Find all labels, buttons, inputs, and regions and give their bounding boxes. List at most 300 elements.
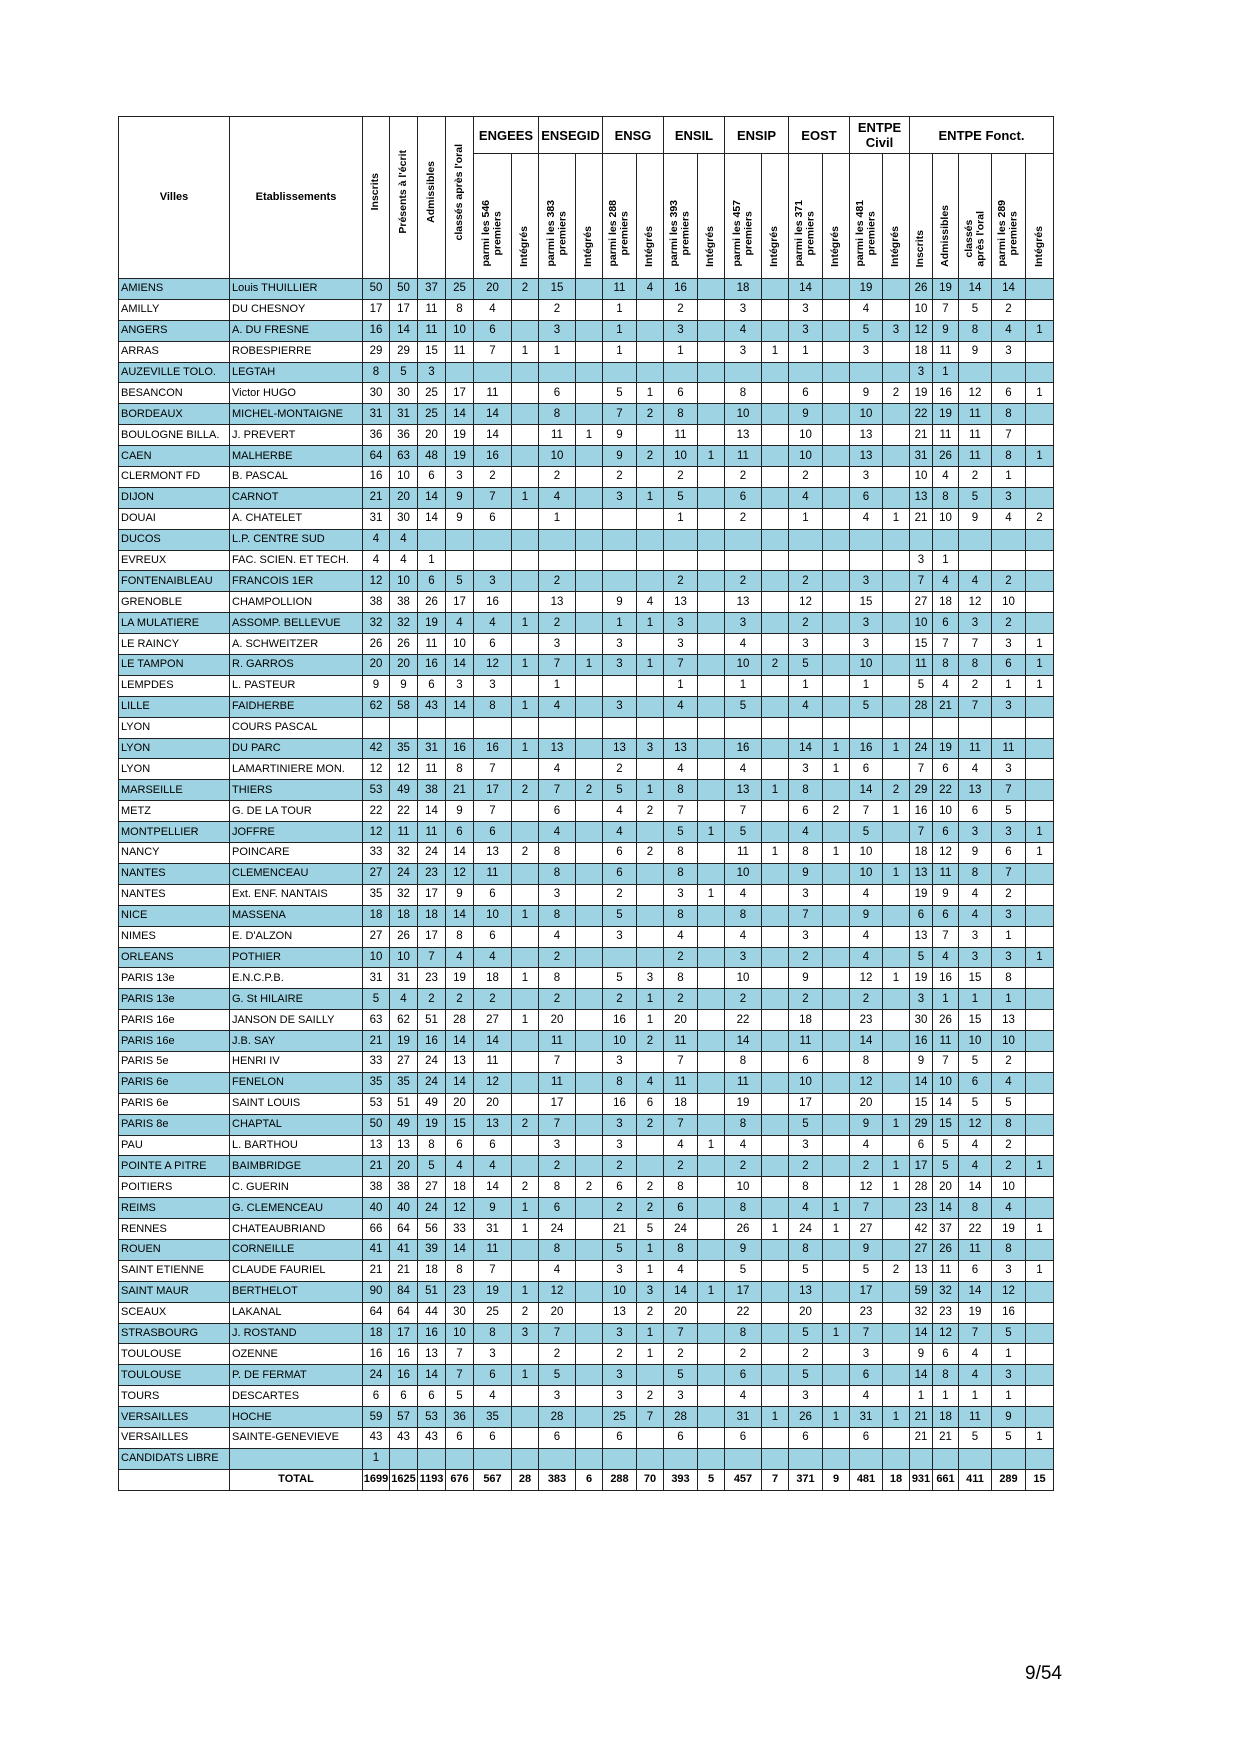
row-value: 10 [992, 592, 1026, 613]
row-value: 3 [992, 696, 1026, 717]
row-value [576, 362, 603, 383]
row-value: 9 [363, 675, 390, 696]
header-group [910, 117, 1054, 154]
row-value [603, 717, 637, 738]
row-value: 3 [992, 947, 1026, 968]
row-value [576, 884, 603, 905]
row-value: 1 [512, 1281, 539, 1302]
row-value: 7 [933, 299, 959, 320]
row-value: 1 [512, 905, 539, 926]
row-value: 2 [603, 989, 637, 1010]
row-city: REIMS [119, 1198, 230, 1219]
row-value: 31 [363, 968, 390, 989]
header-col-label: classés après l'oral [452, 143, 465, 241]
row-value: 3 [539, 1135, 576, 1156]
row-value [823, 446, 850, 467]
row-establishment: CLEMENCEAU [230, 863, 363, 884]
row-value: 29 [910, 780, 933, 801]
row-value: 2 [664, 947, 698, 968]
row-value: 6 [789, 801, 823, 822]
row-value: 5 [789, 655, 823, 676]
row-value: 62 [390, 1010, 418, 1031]
row-city: AMIENS [119, 279, 230, 300]
row-value: 7 [603, 404, 637, 425]
table-row [119, 905, 1054, 926]
row-value [576, 571, 603, 592]
row-value: 4 [725, 884, 762, 905]
row-value [762, 1323, 789, 1344]
row-value: 20 [539, 1010, 576, 1031]
row-value: 13 [910, 1260, 933, 1281]
row-value: 6 [664, 1198, 698, 1219]
row-value [698, 1156, 725, 1177]
row-value [698, 738, 725, 759]
row-value: 6 [789, 1051, 823, 1072]
row-establishment: BAIMBRIDGE [230, 1156, 363, 1177]
row-value [698, 1031, 725, 1052]
table-row [119, 1177, 1054, 1198]
row-value: 4 [933, 675, 959, 696]
row-value: 5 [446, 1386, 474, 1407]
row-value: 1 [1026, 446, 1054, 467]
row-value: 2 [992, 613, 1026, 634]
total-value: 481 [850, 1469, 883, 1490]
row-value [512, 550, 539, 571]
row-value: 5 [539, 1365, 576, 1386]
row-value: 4 [933, 571, 959, 592]
row-value [850, 550, 883, 571]
row-value [637, 341, 664, 362]
row-value [883, 1302, 910, 1323]
row-value [576, 1239, 603, 1260]
row-value [762, 571, 789, 592]
row-value: 13 [418, 1344, 446, 1365]
row-value [698, 634, 725, 655]
row-value: 8 [959, 1198, 992, 1219]
row-city: DOUAI [119, 508, 230, 529]
row-value: 2 [512, 843, 539, 864]
row-value [850, 1448, 883, 1469]
row-value: 1 [762, 780, 789, 801]
row-value: 3 [539, 320, 576, 341]
row-value [637, 299, 664, 320]
row-value [698, 299, 725, 320]
row-value [823, 989, 850, 1010]
row-value: 12 [363, 759, 390, 780]
table-row [119, 1239, 1054, 1260]
row-value [698, 425, 725, 446]
row-value: 3 [789, 634, 823, 655]
row-city: STRASBOURG [119, 1323, 230, 1344]
header-col [418, 117, 446, 279]
row-value [512, 508, 539, 529]
row-value [823, 571, 850, 592]
row-value [850, 529, 883, 550]
row-value: 4 [789, 696, 823, 717]
row-value: 11 [418, 299, 446, 320]
row-value: 2 [576, 780, 603, 801]
row-value: 3 [603, 1114, 637, 1135]
table-row [119, 1031, 1054, 1052]
row-value: 3 [992, 341, 1026, 362]
row-establishment: R. GARROS [230, 655, 363, 676]
row-value: 1 [883, 1114, 910, 1135]
table-row [119, 1427, 1054, 1448]
row-value: 10 [992, 1031, 1026, 1052]
row-value [823, 1302, 850, 1323]
row-value: 4 [850, 508, 883, 529]
row-value: 14 [910, 1072, 933, 1093]
row-value: 13 [725, 425, 762, 446]
row-value [698, 279, 725, 300]
row-value: 1 [789, 341, 823, 362]
row-value: 4 [959, 884, 992, 905]
row-value: 8 [789, 843, 823, 864]
row-city: PAU [119, 1135, 230, 1156]
row-value [698, 655, 725, 676]
row-value [637, 863, 664, 884]
row-value: 11 [418, 634, 446, 655]
row-value: 12 [474, 1072, 512, 1093]
row-value [1026, 905, 1054, 926]
row-value: 5 [603, 780, 637, 801]
table-row [119, 1344, 1054, 1365]
row-value [698, 1072, 725, 1093]
row-value [576, 863, 603, 884]
row-value: 2 [637, 1198, 664, 1219]
row-value: 20 [390, 487, 418, 508]
row-value: 3 [959, 822, 992, 843]
row-value [883, 1281, 910, 1302]
row-value: 13 [603, 1302, 637, 1323]
row-value: 1 [1026, 822, 1054, 843]
row-value: 18 [363, 905, 390, 926]
row-value: 2 [637, 404, 664, 425]
row-value: 16 [910, 1031, 933, 1052]
row-value: 7 [664, 1323, 698, 1344]
row-value [664, 550, 698, 571]
row-value: 17 [474, 780, 512, 801]
row-value [446, 717, 474, 738]
row-value: 21 [910, 1427, 933, 1448]
row-city: TOULOUSE [119, 1365, 230, 1386]
row-value: 7 [933, 634, 959, 655]
row-value: 1 [883, 1177, 910, 1198]
row-value: 2 [725, 467, 762, 488]
row-value: 4 [539, 1260, 576, 1281]
row-value: 3 [850, 634, 883, 655]
row-value: 3 [474, 571, 512, 592]
row-value [823, 1010, 850, 1031]
row-value: 1 [762, 1219, 789, 1240]
row-value [576, 299, 603, 320]
row-value: 1 [603, 320, 637, 341]
row-value: 7 [474, 801, 512, 822]
row-value [883, 592, 910, 613]
row-value [664, 362, 698, 383]
row-value [418, 717, 446, 738]
row-value: 16 [725, 738, 762, 759]
results-table [118, 116, 1054, 1491]
header-subcol-label: Intégrés [704, 226, 717, 267]
table-row [119, 508, 1054, 529]
row-value [698, 1219, 725, 1240]
row-value: 17 [418, 926, 446, 947]
row-value [823, 947, 850, 968]
row-value [576, 529, 603, 550]
row-value: 2 [418, 989, 446, 1010]
row-value: 14 [850, 780, 883, 801]
row-value: 19 [446, 446, 474, 467]
table-row [119, 299, 1054, 320]
row-value: 6 [539, 383, 576, 404]
row-value [512, 362, 539, 383]
row-value [698, 926, 725, 947]
row-value: 10 [664, 446, 698, 467]
row-value: 9 [959, 341, 992, 362]
row-value: 5 [992, 1323, 1026, 1344]
header-subcol [823, 154, 850, 279]
row-establishment: J.B. SAY [230, 1031, 363, 1052]
row-value: 8 [959, 655, 992, 676]
row-value: 2 [725, 1156, 762, 1177]
row-value: 3 [883, 320, 910, 341]
row-value: 35 [390, 738, 418, 759]
row-value: 50 [363, 1114, 390, 1135]
total-value: 6 [576, 1469, 603, 1490]
row-value [576, 968, 603, 989]
row-value: 3 [664, 613, 698, 634]
row-value [762, 822, 789, 843]
row-value: 5 [789, 1114, 823, 1135]
row-value: 6 [910, 1135, 933, 1156]
row-value: 8 [539, 404, 576, 425]
row-value: 25 [603, 1407, 637, 1428]
row-value: 7 [933, 926, 959, 947]
header-etablissements: Etablissements [230, 117, 363, 279]
row-value: 9 [725, 1239, 762, 1260]
row-value [363, 717, 390, 738]
row-value [883, 279, 910, 300]
row-value [698, 1323, 725, 1344]
total-value: 1193 [418, 1469, 446, 1490]
row-value [883, 759, 910, 780]
table-row [119, 655, 1054, 676]
row-value [1026, 989, 1054, 1010]
row-value: 23 [933, 1302, 959, 1323]
row-value: 22 [363, 801, 390, 822]
row-establishment: ROBESPIERRE [230, 341, 363, 362]
row-value [883, 487, 910, 508]
row-value: 63 [363, 1010, 390, 1031]
row-value: 23 [850, 1302, 883, 1323]
row-value: 12 [959, 592, 992, 613]
row-value: 13 [910, 863, 933, 884]
row-value: 64 [363, 446, 390, 467]
header-group-label: ENTPE Civil [857, 120, 902, 150]
row-value: 2 [762, 655, 789, 676]
row-value: 2 [725, 508, 762, 529]
row-value: 4 [664, 1135, 698, 1156]
row-value: 5 [959, 299, 992, 320]
row-value: 2 [603, 1198, 637, 1219]
row-establishment: CHAPTAL [230, 1114, 363, 1135]
header-subcol-label: Intégrés [1032, 226, 1045, 267]
header-subcol-label: parmi les 288 premiers [607, 200, 631, 267]
header-subcol-label: Intégrés [518, 226, 531, 267]
row-value: 7 [992, 780, 1026, 801]
row-value [1026, 1448, 1054, 1469]
row-city: DIJON [119, 487, 230, 508]
row-value: 11 [992, 738, 1026, 759]
row-value [1026, 759, 1054, 780]
row-value: 2 [603, 884, 637, 905]
row-value: 24 [390, 863, 418, 884]
row-value [725, 1448, 762, 1469]
row-city: PARIS 13e [119, 968, 230, 989]
header-subcol-label: Admissibles [938, 205, 951, 267]
row-city: FONTENAIBLEAU [119, 571, 230, 592]
row-value: 32 [363, 613, 390, 634]
row-value: 4 [446, 1156, 474, 1177]
row-value: 3 [992, 822, 1026, 843]
row-value: 4 [850, 884, 883, 905]
table-row [119, 801, 1054, 822]
row-value [446, 362, 474, 383]
table-row [119, 1114, 1054, 1135]
row-value [1026, 279, 1054, 300]
row-value: 3 [603, 1260, 637, 1281]
row-value: 14 [959, 279, 992, 300]
row-value [883, 947, 910, 968]
row-value: 4 [664, 759, 698, 780]
row-value: 4 [850, 947, 883, 968]
row-value: 8 [664, 404, 698, 425]
row-city: METZ [119, 801, 230, 822]
row-value [762, 1365, 789, 1386]
row-value: 19 [959, 1302, 992, 1323]
row-value: 8 [664, 905, 698, 926]
row-establishment: BERTHELOT [230, 1281, 363, 1302]
row-value: 3 [725, 341, 762, 362]
row-value: 1 [637, 1260, 664, 1281]
row-value: 6 [933, 759, 959, 780]
row-value: 5 [603, 1239, 637, 1260]
row-value: 13 [539, 592, 576, 613]
row-value [698, 1302, 725, 1323]
row-value: 1 [539, 341, 576, 362]
row-value: 30 [390, 508, 418, 529]
row-value: 2 [637, 1177, 664, 1198]
row-value: 2 [883, 780, 910, 801]
row-establishment: L. PASTEUR [230, 675, 363, 696]
row-value: 15 [959, 968, 992, 989]
row-value: 3 [603, 1323, 637, 1344]
row-value: 4 [474, 299, 512, 320]
row-value [1026, 425, 1054, 446]
row-value: 19 [910, 383, 933, 404]
row-value [698, 529, 725, 550]
row-value [910, 529, 933, 550]
row-value [512, 989, 539, 1010]
row-value: 1 [512, 655, 539, 676]
header-subcol [910, 154, 933, 279]
row-value: 3 [789, 759, 823, 780]
row-value [1026, 1114, 1054, 1135]
row-value: 11 [539, 1031, 576, 1052]
row-value [1026, 780, 1054, 801]
row-value: 4 [390, 550, 418, 571]
row-value: 6 [603, 1427, 637, 1448]
row-value [576, 613, 603, 634]
row-value [637, 1051, 664, 1072]
row-value [637, 1135, 664, 1156]
row-value: 19 [910, 884, 933, 905]
row-value: 9 [850, 383, 883, 404]
row-value: 24 [363, 1365, 390, 1386]
row-value: 2 [637, 1386, 664, 1407]
header-subcol [576, 154, 603, 279]
row-value [418, 529, 446, 550]
row-value [1026, 592, 1054, 613]
row-value: 27 [418, 1177, 446, 1198]
row-value: 11 [664, 1072, 698, 1093]
table-row [119, 1448, 1054, 1469]
row-value: 3 [418, 362, 446, 383]
row-value: 21 [446, 780, 474, 801]
row-value [762, 279, 789, 300]
row-value: 16 [363, 1344, 390, 1365]
row-value [823, 1239, 850, 1260]
row-value: 2 [789, 947, 823, 968]
row-value: 15 [418, 341, 446, 362]
row-value [823, 1260, 850, 1281]
row-value [883, 634, 910, 655]
row-value: 4 [959, 571, 992, 592]
row-value: 4 [363, 529, 390, 550]
row-establishment: G. CLEMENCEAU [230, 1198, 363, 1219]
header-col [363, 117, 390, 279]
row-value: 5 [959, 1427, 992, 1448]
header-group [603, 117, 664, 154]
row-city: SAINT ETIENNE [119, 1260, 230, 1281]
row-value: 5 [363, 989, 390, 1010]
row-value: 16 [446, 738, 474, 759]
row-value [698, 1051, 725, 1072]
row-value: 31 [390, 404, 418, 425]
row-value [992, 717, 1026, 738]
table-row [119, 1010, 1054, 1031]
row-value: 38 [363, 1177, 390, 1198]
row-value: 2 [446, 989, 474, 1010]
row-value: 14 [850, 1031, 883, 1052]
row-value: 2 [992, 1051, 1026, 1072]
row-value: 8 [474, 1323, 512, 1344]
row-value: 13 [474, 1114, 512, 1135]
row-value: 9 [850, 1114, 883, 1135]
total-value: 393 [664, 1469, 698, 1490]
row-value: 16 [363, 467, 390, 488]
row-value [576, 905, 603, 926]
row-value: 43 [418, 696, 446, 717]
header-group [725, 117, 789, 154]
row-value [883, 905, 910, 926]
row-value: 6 [418, 1386, 446, 1407]
row-value: 5 [992, 1427, 1026, 1448]
row-value: 2 [637, 843, 664, 864]
row-value [637, 884, 664, 905]
row-value: 51 [418, 1281, 446, 1302]
